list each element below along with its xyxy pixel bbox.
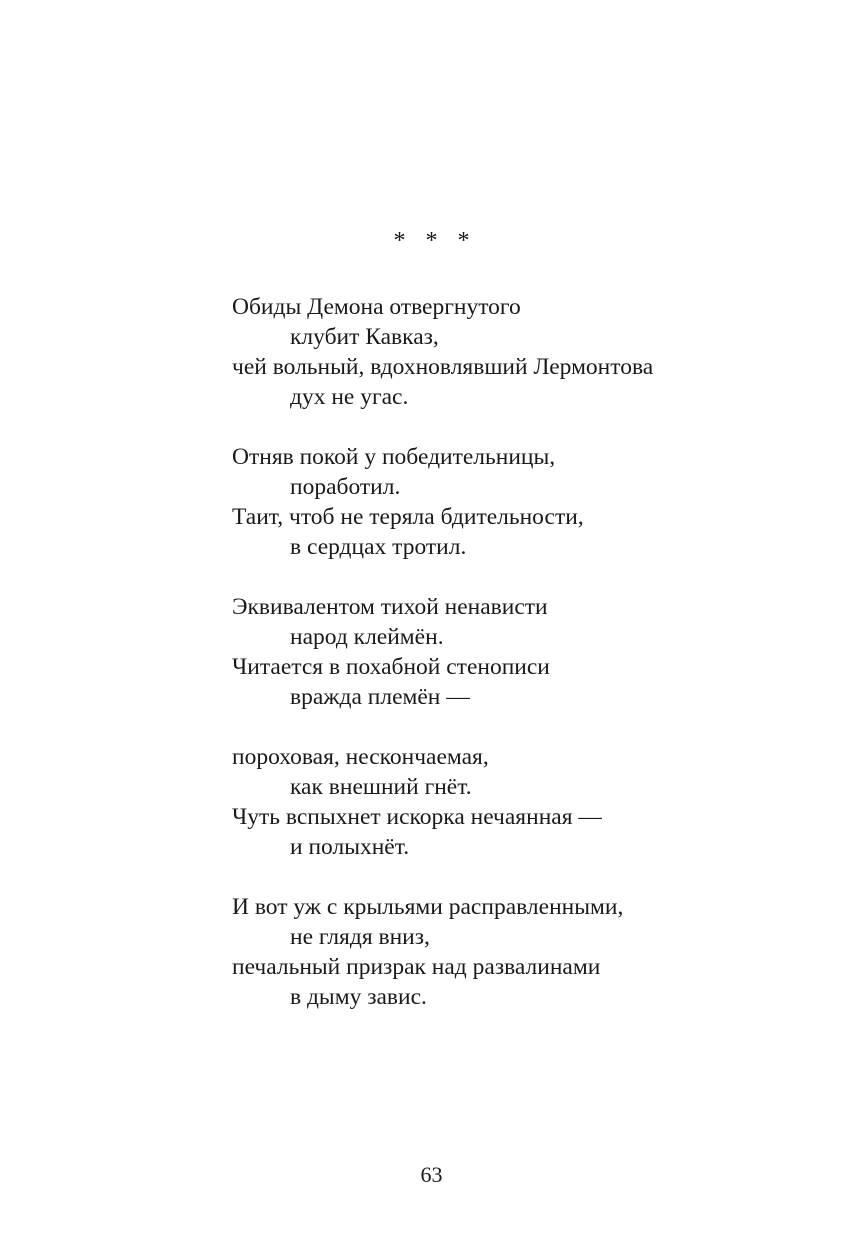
poem-line-indented: клубит Кавказ,: [290, 324, 439, 350]
section-ornament: * * *: [393, 228, 470, 254]
poem-line-indented: не глядя вниз,: [290, 924, 430, 950]
stanza: [232, 442, 792, 562]
poem-line: чей вольный, вдохновлявший Лермонтова: [232, 354, 654, 380]
poem-line-indented: в сердцах тротил.: [290, 534, 467, 560]
stanza: [232, 892, 792, 1012]
stanza: [232, 592, 792, 712]
poem-line: Отняв покой у победительницы,: [232, 444, 556, 470]
poem-line-indented: дух не угас.: [290, 384, 409, 410]
poem-line: И вот уж с крыльями расправленными,: [232, 894, 624, 920]
poem-line: Эквивалентом тихой ненависти: [232, 594, 548, 620]
poem-line-indented: и полыхнёт.: [290, 834, 410, 860]
poem-line: Обиды Демона отвергнутого: [232, 294, 521, 320]
poem-line: пороховая, нескончаемая,: [232, 744, 489, 770]
poem-line-indented: народ клеймён.: [290, 624, 444, 650]
poem-line-indented: поработил.: [290, 474, 401, 500]
poem-line: Читается в похабной стенописи: [232, 654, 550, 680]
poem-line: Таит, чтоб не теряла бдительности,: [232, 504, 584, 530]
poem: [232, 292, 792, 1042]
poem-line-indented: в дыму завис.: [290, 984, 427, 1010]
poem-line-indented: вражда племён —: [290, 684, 470, 710]
page-number: 63: [420, 1162, 443, 1187]
poem-line-indented: как внешний гнёт.: [290, 774, 472, 800]
poem-line: печальный призрак над развалинами: [232, 954, 601, 980]
stanza: [232, 742, 792, 862]
stanza: [232, 292, 792, 412]
poem-line: Чуть вспыхнет искорка нечаянная —: [232, 804, 602, 830]
